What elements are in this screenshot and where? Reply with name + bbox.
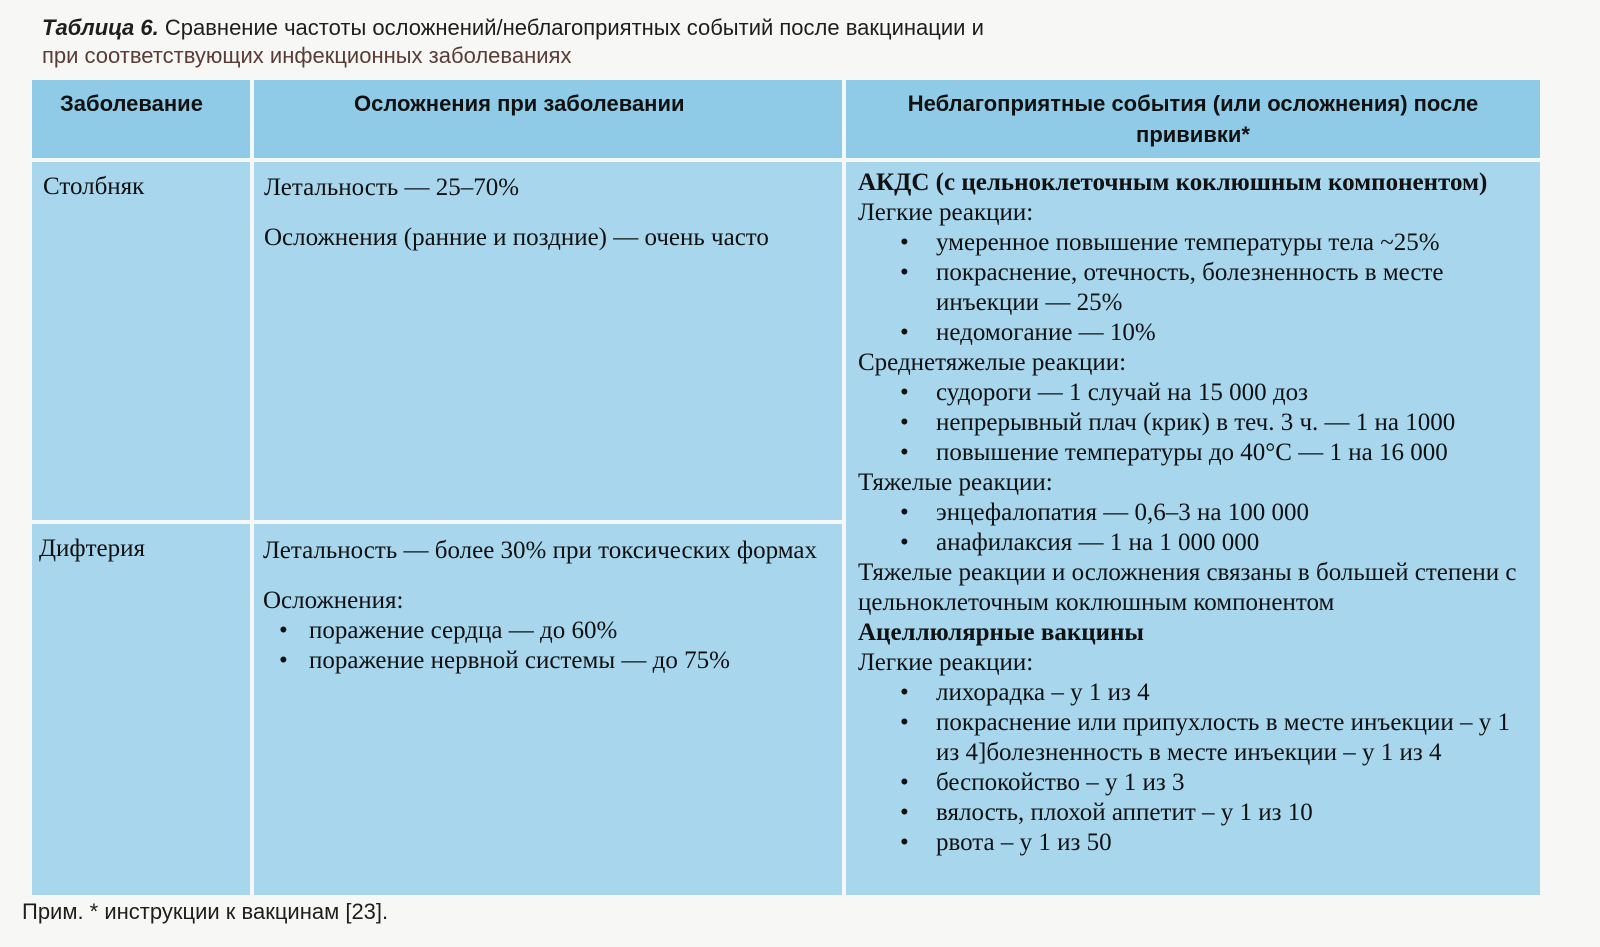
diphtheria-complications-title: Осложнения: xyxy=(263,587,404,614)
list-item: • недомогание — 10% xyxy=(858,318,1538,348)
list-item: • повышение температуры до 40°С — 1 на 16 000 xyxy=(858,438,1538,468)
list-item: • умеренное повышение температуры тела ~25% xyxy=(858,228,1538,258)
table-caption xyxy=(42,14,1522,70)
acellular-mild-list xyxy=(858,678,1538,858)
list-item: • вялость, плохой аппетит – у 1 из 10 xyxy=(858,798,1538,828)
comparison-table xyxy=(32,80,1540,895)
header-disease: Заболевание xyxy=(60,91,203,116)
row-divider xyxy=(32,520,846,524)
header-cell-disease xyxy=(32,80,250,158)
header-cell-complications xyxy=(254,80,842,158)
column-divider xyxy=(250,80,254,895)
list-item: • рвота – у 1 из 50 xyxy=(858,828,1538,858)
list-item: • покраснение или припухлость в месте инъекции – у 1 из 4]болезненность в месте инъекции – у 1 из 4 xyxy=(858,708,1538,768)
list-item: • судороги — 1 случай на 15 000 доз xyxy=(858,378,1538,408)
list-item: • поражение сердца — до 60% xyxy=(263,616,823,646)
list-item: • лихорадка – у 1 из 4 xyxy=(858,678,1538,708)
header-cell-adverse-events xyxy=(846,80,1540,158)
header-divider xyxy=(32,158,1540,162)
severe-reactions-list xyxy=(858,498,1538,558)
header-adverse-events: Неблагоприятные события (или осложнения) после прививки* xyxy=(907,91,1479,147)
akds-title: АКДС (с цельноклеточным коклюшным компонентом) xyxy=(858,169,1488,196)
disease-diphtheria: Дифтерия xyxy=(39,535,146,562)
list-item: • непрерывный плач (крик) в теч. 3 ч. — 1 на 1000 xyxy=(858,408,1538,438)
column-divider xyxy=(842,80,846,895)
list-item: • беспокойство – у 1 из 3 xyxy=(858,768,1538,798)
caption-text-line1: Сравнение частоты осложнений/неблагоприятных событий после вакцинации и xyxy=(164,15,984,40)
footnote: Прим. * инструкции к вакцинам [23]. xyxy=(22,899,389,924)
acellular-mild-title: Легкие реакции: xyxy=(858,649,1034,676)
caption-label: Таблица 6. xyxy=(42,15,159,40)
diphtheria-mortality: Летальность — более 30% при токсических формах xyxy=(263,537,817,564)
mild-reactions-title: Легкие реакции: xyxy=(858,199,1034,226)
acellular-title: Ацеллюлярные вакцины xyxy=(858,619,1144,646)
severe-reactions-note: Тяжелые реакции и осложнения связаны в большей степени с цельноклеточным коклюшным компонентом xyxy=(858,559,1517,616)
severe-reactions-title: Тяжелые реакции: xyxy=(858,469,1053,496)
mild-reactions-list xyxy=(858,228,1538,348)
moderate-reactions-list xyxy=(858,378,1538,468)
diphtheria-complications xyxy=(263,536,823,676)
list-item: • энцефалопатия — 0,6–3 на 100 000 xyxy=(858,498,1538,528)
diphtheria-complication-list xyxy=(263,616,823,676)
list-item: • покраснение, отечность, болезненность в месте инъекции — 25% xyxy=(858,258,1538,318)
vaccine-adverse-events xyxy=(858,168,1538,858)
tetanus-complications xyxy=(264,173,824,253)
tetanus-complications-freq: Осложнения (ранние и поздние) — очень часто xyxy=(264,224,769,251)
list-item: • поражение нервной системы — до 75% xyxy=(263,646,823,676)
disease-tetanus: Столбняк xyxy=(43,173,145,200)
list-item: • анафилаксия — 1 на 1 000 000 xyxy=(858,528,1538,558)
tetanus-mortality: Летальность — 25–70% xyxy=(264,174,520,201)
moderate-reactions-title: Среднетяжелые реакции: xyxy=(858,349,1127,376)
caption-text-line2: при соответствующих инфекционных заболеваниях xyxy=(42,43,572,68)
header-complications: Осложнения при заболевании xyxy=(354,91,685,116)
